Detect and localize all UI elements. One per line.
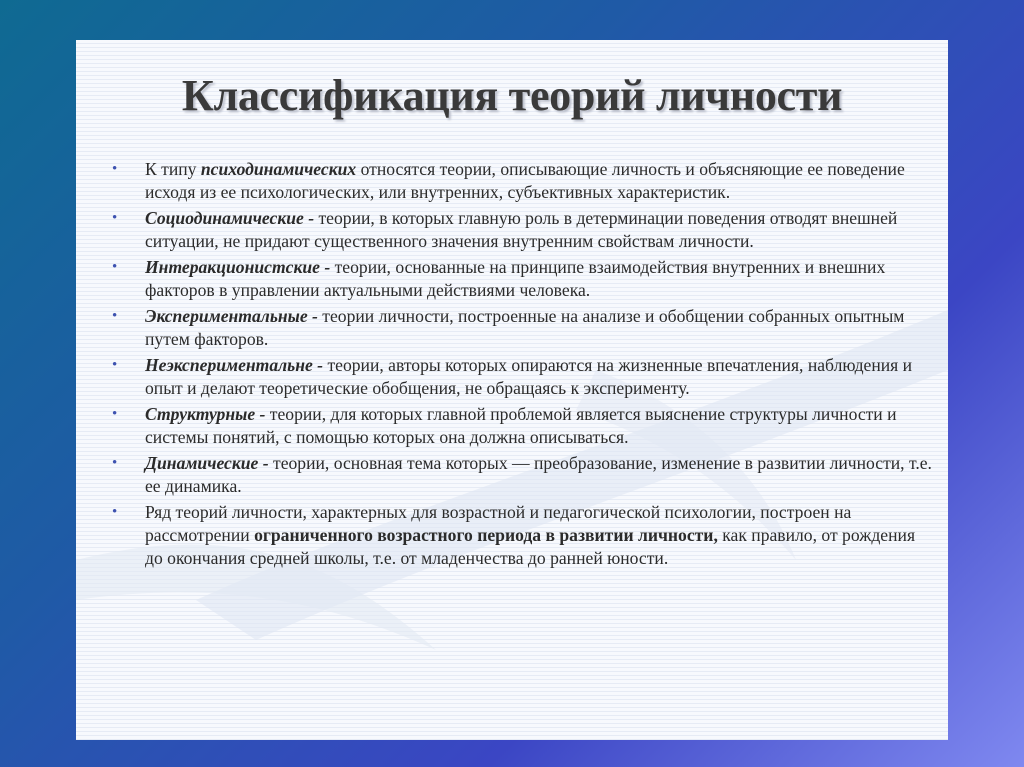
bullet-icon: • [112,210,118,226]
item-text: теории личности, построенные на анализе и обобщении собранных опытным путем факторов. [145,306,905,349]
item-post: как правило, от рождения до окончания средней школы, т.е. от младенчества до ранней юности. [145,525,916,568]
list-item [112,501,932,570]
bullet-icon: • [112,357,118,373]
bullet-list [112,158,932,573]
item-lead: Интеракционистские - [145,257,331,277]
list-item [112,403,932,449]
bullet-icon: • [112,504,118,520]
item-text: относятся теории, описывающие личность и объясняющие ее поведение исходя из ее психологических, или внутренних, субъективных характеристик. [145,159,905,202]
list-item [112,305,932,351]
item-lead: Неэкспериментальне - [145,355,324,375]
item-text: теории, в которых главную роль в детерминации поведения отводят внешней ситуации, не придают существенного значения внутренним свойствам личности. [145,208,898,251]
bullet-icon: • [112,455,118,471]
item-lead: Динамические - [145,453,269,473]
bullet-icon: • [112,161,118,177]
list-item [112,452,932,498]
bullet-icon: • [112,259,118,275]
item-lead: психодинамических [200,159,357,179]
item-text: теории, для которых главной проблемой является выяснение структуры личности и системы понятий, с помощью которых она должна описываться. [145,404,897,447]
item-text: Ряд теорий личности, характерных для возрастной и педагогической психологии, построен на рассмотрении [145,502,852,545]
list-item [112,207,932,253]
item-text: теории, основная тема которых — преобразование, изменение в развитии личности, т.е. ее динамика. [145,453,932,496]
item-lead: Социодинамические - [145,208,315,228]
bullet-icon: • [112,308,118,324]
slide-title: Классификация теорий личности [181,71,843,120]
bullet-icon: • [112,406,118,422]
item-strong: ограниченного возрастного периода в развитии личности, [254,525,718,545]
item-text: теории, авторы которых опираются на жизненные впечатления, наблюдения и опыт и делают теоретические обобщения, не обращаясь к эксперименту. [145,355,913,398]
list-item [112,256,932,302]
list-item [112,158,932,204]
item-lead: Экспериментальные - [145,306,318,326]
item-text: теории, основанные на принципе взаимодействия внутренних и внешних факторов в управлении актуальными действиями человека. [145,257,886,300]
list-item [112,354,932,400]
item-lead: Структурные - [145,404,266,424]
item-pre: К типу [145,159,201,179]
